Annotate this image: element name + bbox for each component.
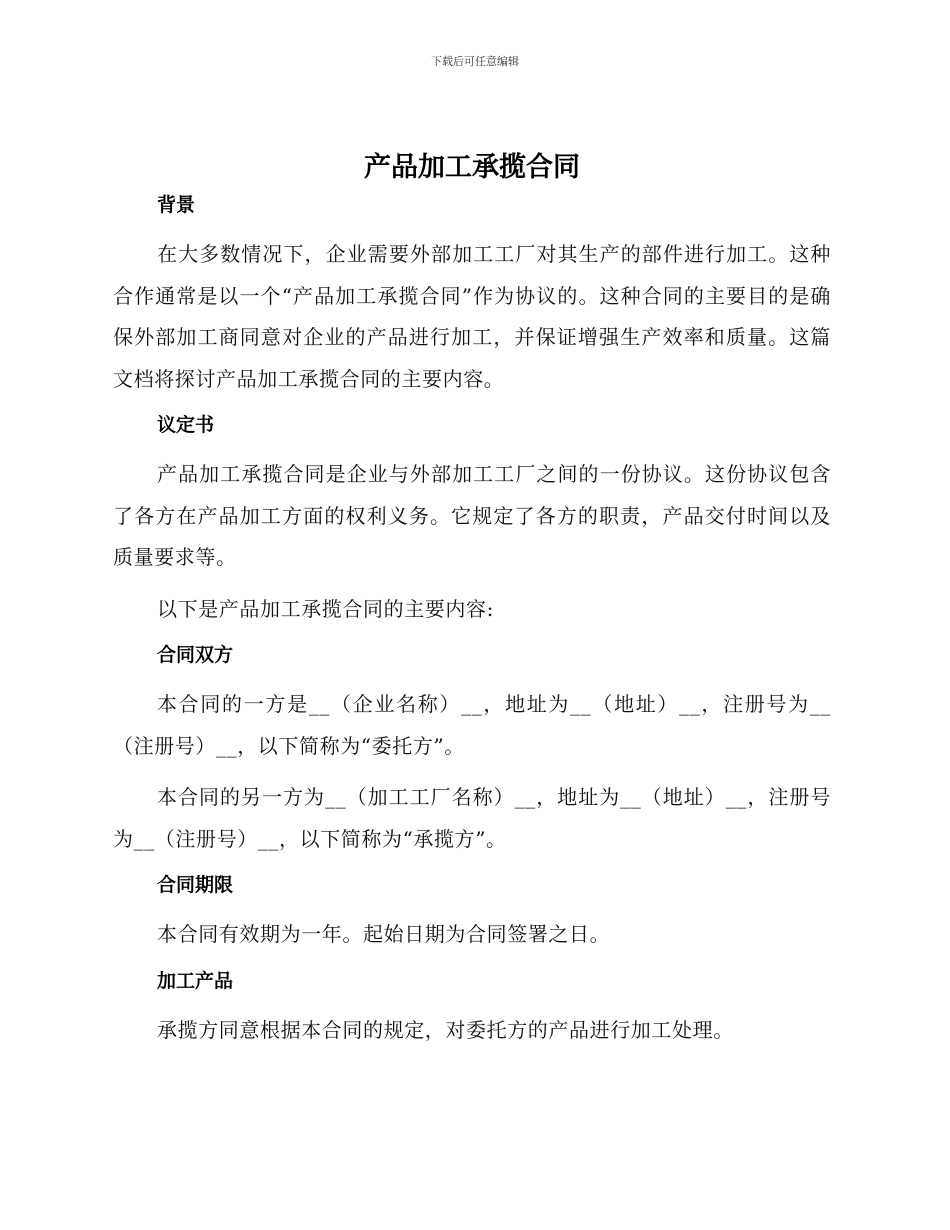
document-body — [113, 148, 831, 1061]
paragraph: 承揽方同意根据本合同的规定，对委托方的产品进行加工处理。 — [157, 1017, 734, 1042]
section-heading: 议定书 — [157, 414, 215, 436]
section-heading: 合同双方 — [157, 644, 234, 666]
paragraph: 本合同的另一方为__（加工工厂名称）__，地址为__（地址）__，注册号为__（注册号）__，以下简称为“承揽方”。 — [113, 785, 831, 851]
paragraph: 在大多数情况下，企业需要外部加工工厂对其生产的部件进行加工。这种合作通常是以一个“产品加工承揽合同”作为协议的。这种合同的主要目的是确保外部加工商同意对企业的产品进行加工，并保证增强生产效率和质量。这篇文档将探讨产品加工承揽合同的主要内容。 — [113, 242, 831, 391]
section-parties — [113, 640, 831, 860]
paragraph: 本合同有效期为一年。起始日期为合同签署之日。 — [157, 922, 611, 946]
paragraph: 产品加工承揽合同是企业与外部加工工厂之间的一份协议。这份协议包含了各方在产品加工方面的权利义务。它规定了各方的职责，产品交付时间以及质量要求等。 — [113, 462, 831, 569]
paragraph: 以下是产品加工承揽合同的主要内容: — [157, 596, 494, 621]
section-background — [113, 190, 831, 400]
section-agreement — [113, 410, 831, 630]
section-heading: 加工产品 — [157, 969, 234, 992]
section-heading: 合同期限 — [157, 874, 234, 896]
section-heading: 背景 — [157, 194, 196, 216]
section-term — [113, 870, 831, 956]
document-title: 产品加工承揽合同 — [364, 152, 580, 183]
section-product — [113, 966, 831, 1052]
paragraph: 本合同的一方是__（企业名称）__，地址为__（地址）__，注册号为__（注册号）__，以下简称为“委托方”。 — [113, 692, 831, 758]
header-note: 下载后可任意编辑 — [431, 55, 519, 68]
